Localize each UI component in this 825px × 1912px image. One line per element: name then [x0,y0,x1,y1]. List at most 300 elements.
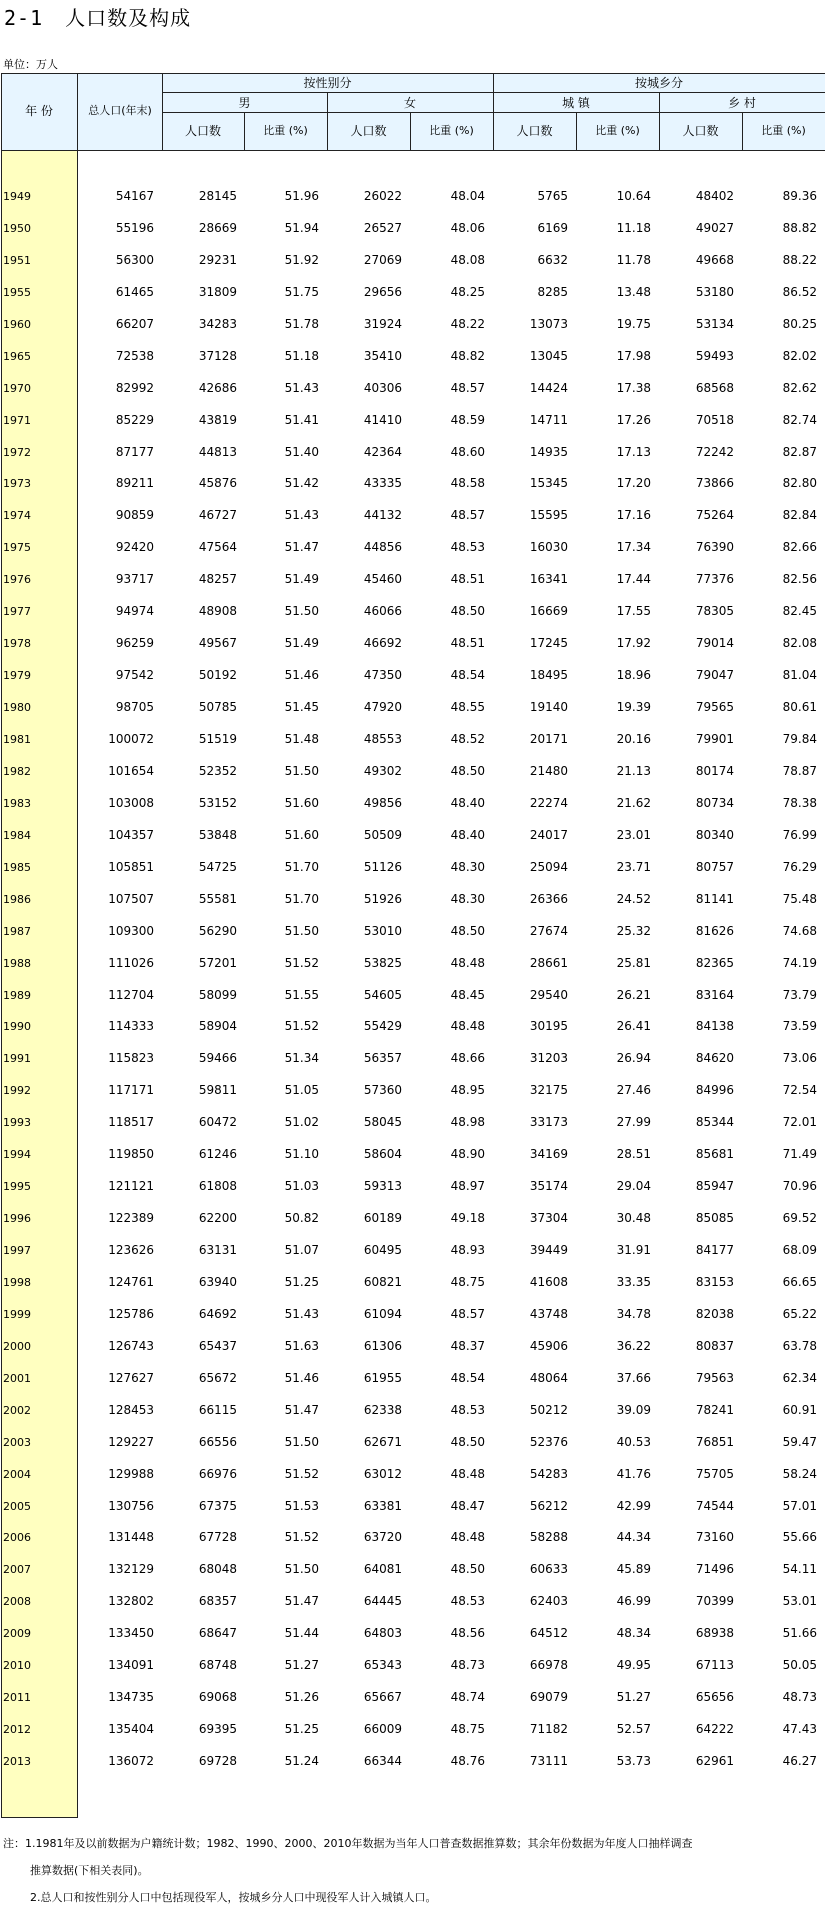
row-urban-pct: 53.73 [616,1754,651,1769]
row-female-pct: 48.56 [450,1626,485,1641]
row-female-pct: 48.98 [450,1115,485,1130]
row-female-pct: 48.50 [450,763,485,778]
row-urban-pct: 41.76 [616,1466,651,1481]
row-female-pop: 49302 [363,763,402,778]
row-rural-pop: 80757 [695,859,734,874]
row-male-pop: 44813 [198,444,237,459]
row-rural-pct: 74.19 [782,955,817,970]
row-year: 1985 [3,860,31,874]
row-rural-pct: 51.66 [782,1626,817,1641]
row-rural-pop: 82365 [695,955,734,970]
row-male-pct: 51.47 [284,1594,319,1609]
row-rural-pop: 79047 [695,668,734,683]
row-urban-pct: 24.52 [616,891,651,906]
row-urban-pct: 23.71 [616,859,651,874]
row-total: 128453 [108,1402,154,1417]
row-total: 66207 [115,316,154,331]
row-male-pop: 46727 [198,508,237,523]
row-total: 118517 [108,1115,154,1130]
row-total: 134735 [108,1690,154,1705]
row-female-pct: 48.57 [450,1306,485,1321]
row-rural-pop: 68568 [695,380,734,395]
row-rural-pop: 53134 [695,316,734,331]
table-row [1,186,825,206]
row-rural-pct: 82.62 [782,380,817,395]
row-female-pct: 48.73 [450,1658,485,1673]
header-top-rule [1,73,825,74]
row-urban-pop: 8285 [537,284,568,299]
row-total: 61465 [115,284,154,299]
row-male-pop: 67375 [198,1498,237,1513]
table-row [1,314,825,334]
row-year: 2000 [3,1339,31,1353]
row-urban-pop: 24017 [529,827,568,842]
row-rural-pct: 76.29 [782,859,817,874]
row-year: 1949 [3,190,31,203]
row-rural-pct: 86.52 [782,284,817,299]
row-female-pct: 48.47 [450,1498,485,1513]
footnote-1-cont: 推算数据(下相关表同)。 [30,1864,149,1877]
row-year: 1994 [3,1148,31,1162]
row-male-pct: 51.25 [284,1274,319,1289]
row-urban-pct: 31.91 [616,1243,651,1258]
table-row [1,1016,825,1036]
row-total: 131448 [108,1530,154,1545]
row-rural-pct: 73.79 [782,987,817,1002]
row-male-pop: 62200 [198,1211,237,1226]
row-female-pct: 48.53 [450,1402,485,1417]
row-rural-pop: 65656 [695,1690,734,1705]
row-male-pct: 51.27 [284,1658,319,1673]
row-urban-pop: 13045 [529,348,568,363]
left-border [1,73,2,1818]
row-total: 126743 [108,1338,154,1353]
row-urban-pop: 14935 [529,444,568,459]
row-rural-pop: 83164 [695,987,734,1002]
row-total: 136072 [108,1754,154,1769]
row-male-pop: 66976 [198,1466,237,1481]
row-female-pct: 48.30 [450,891,485,906]
row-female-pop: 41410 [363,412,402,427]
table-row [1,1527,825,1547]
row-total: 132802 [108,1594,154,1609]
row-year: 2011 [3,1691,31,1705]
row-rural-pct: 74.68 [782,923,817,938]
row-female-pop: 65667 [363,1690,402,1705]
row-male-pop: 29231 [198,252,237,267]
header-female-pop: 人口数 [350,124,387,138]
row-female-pop: 51126 [363,859,402,874]
row-urban-pop: 6169 [537,220,568,235]
row-total: 96259 [115,636,154,651]
row-urban-pop: 5765 [537,189,568,203]
row-female-pct: 48.93 [450,1243,485,1258]
row-year: 1978 [3,637,31,651]
row-male-pct: 51.55 [284,987,319,1002]
row-urban-pct: 25.81 [616,955,651,970]
row-urban-pct: 17.16 [616,508,651,523]
row-rural-pct: 76.99 [782,827,817,842]
row-rural-pct: 46.27 [782,1754,817,1769]
row-urban-pct: 28.51 [616,1147,651,1162]
row-male-pct: 51.07 [284,1243,319,1258]
row-urban-pop: 16669 [529,604,568,619]
row-total: 133450 [108,1626,154,1641]
row-year: 1998 [3,1275,31,1289]
row-female-pct: 48.75 [450,1722,485,1737]
header-total: 总人口(年末) [88,104,152,117]
row-male-pct: 51.46 [284,668,319,683]
row-total: 109300 [108,923,154,938]
row-male-pct: 51.49 [284,636,319,651]
row-male-pct: 50.82 [284,1211,319,1226]
row-total: 90859 [115,508,154,523]
row-male-pct: 51.43 [284,508,319,523]
row-male-pct: 51.47 [284,540,319,555]
header-male-pop: 人口数 [184,124,221,138]
row-urban-pop: 18495 [529,668,568,683]
row-total: 122389 [108,1211,154,1226]
row-urban-pop: 69079 [529,1690,568,1705]
row-male-pct: 51.26 [284,1690,319,1705]
row-urban-pct: 13.48 [616,284,651,299]
row-female-pct: 48.53 [450,540,485,555]
table-row [1,378,825,398]
row-male-pop: 69068 [198,1690,237,1705]
header-by-urban-rural: 按城乡分 [634,76,683,90]
header-male: 男 [238,96,251,110]
row-rural-pop: 73866 [695,476,734,491]
row-male-pop: 67728 [198,1530,237,1545]
row-total: 54167 [115,189,154,203]
table-row [1,1112,825,1132]
table-row [1,1368,825,1388]
row-male-pop: 47564 [198,540,237,555]
row-total: 93717 [115,572,154,587]
row-year: 1979 [3,669,31,683]
row-male-pop: 68748 [198,1658,237,1673]
row-male-pct: 51.18 [284,348,319,363]
row-female-pop: 62338 [363,1402,402,1417]
row-urban-pop: 30195 [529,1019,568,1034]
row-urban-pop: 37304 [529,1211,568,1226]
row-male-pct: 51.70 [284,891,319,906]
row-rural-pop: 67113 [695,1658,734,1673]
row-rural-pop: 78305 [695,604,734,619]
row-total: 123626 [108,1243,154,1258]
row-male-pop: 63131 [198,1243,237,1258]
row-rural-pct: 82.45 [782,604,817,619]
row-female-pop: 59313 [363,1179,402,1194]
row-year: 1976 [3,573,31,587]
row-female-pop: 57360 [363,1083,402,1098]
row-male-pct: 51.49 [284,572,319,587]
row-rural-pct: 82.08 [782,636,817,651]
row-total: 107507 [108,891,154,906]
row-female-pct: 48.50 [450,1562,485,1577]
row-urban-pct: 18.96 [616,668,651,683]
row-female-pct: 48.50 [450,923,485,938]
row-rural-pop: 76851 [695,1434,734,1449]
row-urban-pct: 26.94 [616,1051,651,1066]
row-year: 1993 [3,1116,31,1130]
row-female-pop: 31924 [363,316,402,331]
row-rural-pop: 79014 [695,636,734,651]
row-urban-pct: 19.39 [616,700,651,715]
year-column-bottom [1,1817,78,1818]
row-male-pct: 51.53 [284,1498,319,1513]
row-female-pop: 65343 [363,1658,402,1673]
row-female-pct: 48.58 [450,476,485,491]
row-female-pop: 63381 [363,1498,402,1513]
row-male-pop: 28669 [198,220,237,235]
row-urban-pct: 45.89 [616,1562,651,1577]
row-male-pop: 69395 [198,1722,237,1737]
row-urban-pop: 21480 [529,763,568,778]
row-rural-pct: 72.01 [782,1115,817,1130]
row-male-pct: 51.52 [284,1466,319,1481]
row-male-pop: 63940 [198,1274,237,1289]
row-male-pct: 51.48 [284,731,319,746]
row-male-pct: 51.03 [284,1179,319,1194]
table-row [1,985,825,1005]
row-male-pct: 51.25 [284,1722,319,1737]
row-total: 129988 [108,1466,154,1481]
row-year: 2003 [3,1435,31,1449]
row-rural-pct: 47.43 [782,1722,817,1737]
row-urban-pct: 17.34 [616,540,651,555]
row-urban-pop: 22274 [529,795,568,810]
row-urban-pct: 37.66 [616,1370,651,1385]
table-row [1,569,825,589]
row-rural-pop: 64222 [695,1722,734,1737]
row-rural-pct: 82.02 [782,348,817,363]
row-male-pop: 48257 [198,572,237,587]
row-urban-pct: 21.62 [616,795,651,810]
row-male-pop: 28145 [198,189,237,203]
row-female-pct: 48.40 [450,827,485,842]
row-female-pop: 61094 [363,1306,402,1321]
row-female-pop: 50509 [363,827,402,842]
row-male-pop: 49567 [198,636,237,651]
row-rural-pop: 53180 [695,284,734,299]
row-male-pct: 51.47 [284,1402,319,1417]
row-urban-pct: 17.55 [616,604,651,619]
row-urban-pct: 46.99 [616,1594,651,1609]
row-rural-pop: 84177 [695,1243,734,1258]
table-row [1,1496,825,1516]
row-rural-pct: 55.66 [782,1530,817,1545]
row-female-pct: 48.48 [450,955,485,970]
table-number: 2-1 [4,6,44,30]
row-female-pct: 48.97 [450,1179,485,1194]
row-rural-pct: 63.78 [782,1338,817,1353]
row-total: 134091 [108,1658,154,1673]
row-female-pct: 48.50 [450,604,485,619]
row-male-pct: 51.40 [284,444,319,459]
row-female-pct: 48.55 [450,700,485,715]
row-total: 129227 [108,1434,154,1449]
row-year: 1992 [3,1084,31,1098]
table-row [1,633,825,653]
row-rural-pct: 82.74 [782,412,817,427]
row-rural-pct: 57.01 [782,1498,817,1513]
row-rural-pct: 73.06 [782,1051,817,1066]
row-female-pop: 45460 [363,572,402,587]
row-year: 1986 [3,892,31,906]
row-year: 2009 [3,1627,31,1641]
row-male-pop: 59811 [198,1083,237,1098]
row-female-pop: 42364 [363,444,402,459]
row-urban-pop: 14424 [529,380,568,395]
row-male-pct: 51.70 [284,859,319,874]
row-female-pct: 48.45 [450,987,485,1002]
unit-label: 单位：万人 [3,58,58,71]
row-year: 1960 [3,317,31,331]
table-row [1,1080,825,1100]
row-female-pop: 61306 [363,1338,402,1353]
row-rural-pct: 80.61 [782,700,817,715]
year-column-border [77,73,78,1818]
header-by-sex: 按性别分 [303,76,352,90]
row-female-pop: 64803 [363,1626,402,1641]
row-year: 1977 [3,605,31,619]
row-urban-pct: 29.04 [616,1179,651,1194]
row-male-pct: 51.43 [284,1306,319,1321]
table-row [1,601,825,621]
table-row [1,1400,825,1420]
row-year: 1995 [3,1180,31,1194]
row-female-pop: 46692 [363,636,402,651]
row-female-pct: 48.48 [450,1019,485,1034]
header-rural-pop: 人口数 [682,124,719,138]
row-male-pop: 59466 [198,1051,237,1066]
row-male-pct: 51.34 [284,1051,319,1066]
table-row [1,218,825,238]
row-female-pop: 58604 [363,1147,402,1162]
table-row [1,697,825,717]
row-urban-pct: 26.21 [616,987,651,1002]
row-female-pop: 64445 [363,1594,402,1609]
row-female-pop: 47920 [363,700,402,715]
row-year: 2008 [3,1595,31,1609]
row-urban-pop: 25094 [529,859,568,874]
row-year: 1950 [3,221,31,235]
row-female-pct: 48.25 [450,284,485,299]
row-rural-pop: 72242 [695,444,734,459]
row-total: 114333 [108,1019,154,1034]
row-urban-pop: 56212 [529,1498,568,1513]
table-row [1,282,825,302]
row-rural-pct: 89.36 [782,189,817,203]
row-female-pop: 53010 [363,923,402,938]
table-row [1,1687,825,1707]
row-male-pop: 51519 [198,731,237,746]
row-year: 2013 [3,1755,31,1769]
row-rural-pop: 80837 [695,1338,734,1353]
row-year: 2007 [3,1563,31,1577]
row-total: 115823 [108,1051,154,1066]
row-total: 124761 [108,1274,154,1289]
row-urban-pct: 44.34 [616,1530,651,1545]
header-rural: 乡 村 [728,96,756,110]
row-rural-pop: 80174 [695,763,734,778]
table-row [1,1240,825,1260]
row-female-pct: 48.51 [450,636,485,651]
row-rural-pct: 88.22 [782,252,817,267]
table-row [1,1272,825,1292]
row-total: 89211 [115,476,154,491]
row-year: 1981 [3,732,31,746]
table-row [1,729,825,749]
row-rural-pct: 60.91 [782,1402,817,1417]
row-male-pop: 68357 [198,1594,237,1609]
row-urban-pct: 10.64 [616,189,651,203]
row-male-pct: 51.75 [284,284,319,299]
row-urban-pct: 21.13 [616,763,651,778]
row-female-pct: 48.48 [450,1466,485,1481]
row-male-pct: 51.46 [284,1370,319,1385]
row-rural-pct: 78.38 [782,795,817,810]
row-rural-pct: 54.11 [782,1562,817,1577]
table-row [1,1304,825,1324]
row-urban-pop: 15345 [529,476,568,491]
row-urban-pct: 17.13 [616,444,651,459]
row-male-pct: 51.52 [284,1019,319,1034]
row-urban-pct: 52.57 [616,1722,651,1737]
row-female-pct: 48.57 [450,380,485,395]
table-row [1,857,825,877]
row-urban-pct: 30.48 [616,1211,651,1226]
row-male-pct: 51.50 [284,1434,319,1449]
row-urban-pct: 17.98 [616,348,651,363]
table-row [1,346,825,366]
row-total: 130756 [108,1498,154,1513]
row-female-pct: 48.50 [450,1434,485,1449]
header-rural-pct: 比重 (%) [761,124,806,137]
row-rural-pct: 53.01 [782,1594,817,1609]
row-urban-pct: 27.99 [616,1115,651,1130]
row-male-pop: 50785 [198,700,237,715]
row-rural-pop: 79565 [695,700,734,715]
row-rural-pop: 73160 [695,1530,734,1545]
row-urban-pct: 25.32 [616,923,651,938]
row-rural-pct: 82.56 [782,572,817,587]
row-female-pop: 47350 [363,668,402,683]
row-male-pop: 52352 [198,763,237,778]
row-female-pct: 48.08 [450,252,485,267]
row-female-pct: 48.82 [450,348,485,363]
row-male-pct: 51.52 [284,955,319,970]
row-total: 98705 [115,700,154,715]
row-female-pop: 54605 [363,987,402,1002]
row-male-pop: 42686 [198,380,237,395]
row-year: 1980 [3,701,31,715]
row-male-pct: 51.60 [284,827,319,842]
header-urban: 城 镇 [562,96,590,110]
row-rural-pop: 83153 [695,1274,734,1289]
row-rural-pct: 69.52 [782,1211,817,1226]
row-year: 1982 [3,764,31,778]
row-female-pop: 29656 [363,284,402,299]
row-male-pct: 51.45 [284,700,319,715]
row-urban-pct: 40.53 [616,1434,651,1449]
row-male-pop: 68647 [198,1626,237,1641]
row-urban-pop: 48064 [529,1370,568,1385]
header-female: 女 [403,96,416,110]
row-total: 56300 [115,252,154,267]
row-male-pct: 51.05 [284,1083,319,1098]
